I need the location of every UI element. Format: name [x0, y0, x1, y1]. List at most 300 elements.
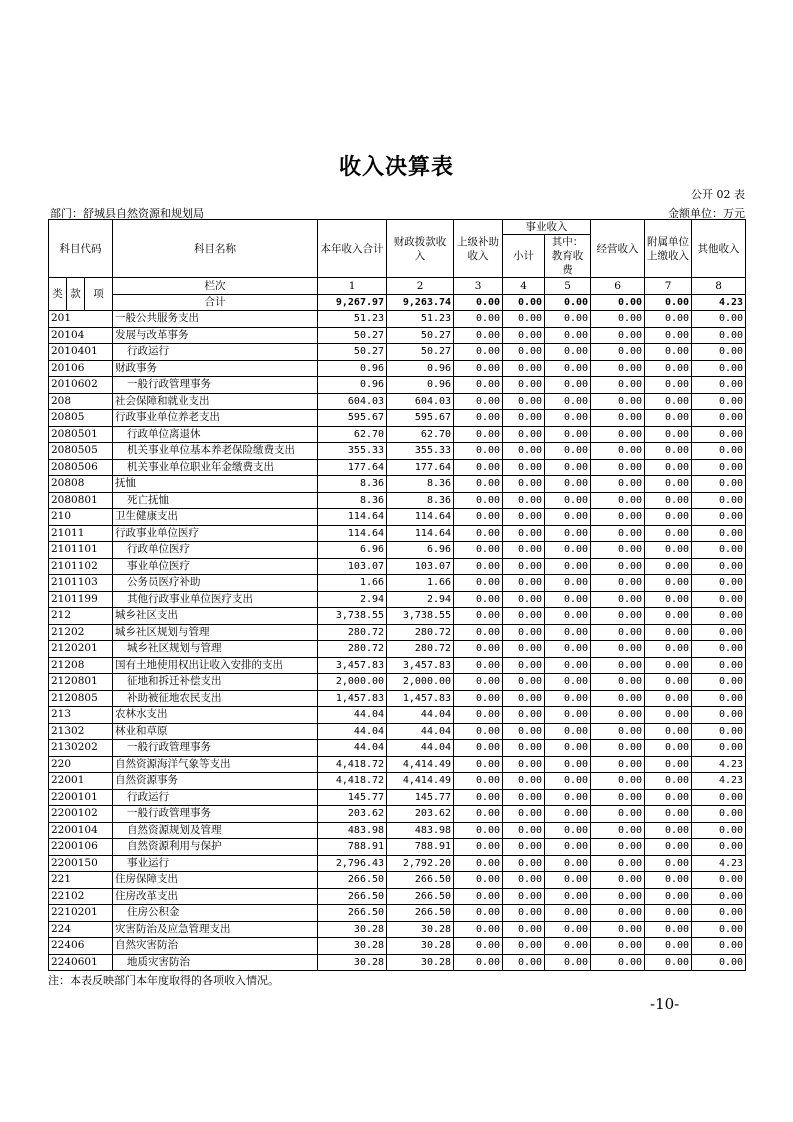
subject-code-cell: 2240601	[49, 954, 113, 971]
amount-cell: 0.00	[692, 690, 746, 707]
amount-cell: 0.00	[645, 525, 692, 542]
amount-cell: 44.04	[318, 707, 387, 724]
amount-cell: 0.00	[591, 608, 645, 625]
subject-name-cell: 社会保障和就业支出	[113, 393, 318, 410]
amount-cell: 0.00	[645, 327, 692, 344]
amount-cell: 8.36	[387, 476, 454, 493]
amount-cell: 0.00	[645, 492, 692, 509]
amount-cell: 0.00	[692, 657, 746, 674]
subject-name-cell: 财政事务	[113, 360, 318, 377]
table-row	[49, 558, 746, 575]
amount-cell: 0.00	[591, 674, 645, 691]
amount-cell: 0.00	[692, 525, 746, 542]
amount-cell: 103.07	[387, 558, 454, 575]
amount-cell: 145.77	[318, 789, 387, 806]
amount-cell: 0.00	[692, 377, 746, 394]
amount-cell: 0.00	[503, 954, 545, 971]
subject-name-cell: 国有土地使用权出让收入安排的支出	[113, 657, 318, 674]
amount-cell: 0.00	[692, 591, 746, 608]
amount-cell: 0.00	[645, 905, 692, 922]
amount-cell: 0.00	[591, 839, 645, 856]
amount-cell: 0.00	[545, 459, 591, 476]
amount-cell: 4,418.72	[318, 773, 387, 790]
amount-cell: 0.00	[545, 410, 591, 427]
amount-cell: 0.00	[692, 624, 746, 641]
amount-cell: 0.00	[645, 344, 692, 361]
amount-cell: 0.00	[645, 740, 692, 757]
amount-cell: 0.00	[591, 360, 645, 377]
amount-cell: 0.00	[545, 707, 591, 724]
amount-cell: 280.72	[387, 624, 454, 641]
amount-cell: 0.00	[503, 822, 545, 839]
amount-cell: 44.04	[387, 723, 454, 740]
table-row	[49, 905, 746, 922]
col-number: 1	[318, 278, 387, 295]
amount-cell: 0.00	[503, 740, 545, 757]
subject-code-cell: 21011	[49, 525, 113, 542]
amount-cell: 0.00	[545, 608, 591, 625]
amount-cell: 0.00	[454, 360, 503, 377]
amount-cell: 0.00	[503, 393, 545, 410]
amount-cell: 280.72	[318, 624, 387, 641]
amount-cell: 50.27	[318, 327, 387, 344]
amount-cell: 0.00	[645, 558, 692, 575]
amount-cell: 0.00	[645, 542, 692, 559]
amount-cell: 0.00	[545, 674, 591, 691]
amount-cell: 2.94	[318, 591, 387, 608]
amount-cell: 0.00	[591, 872, 645, 889]
amount-cell: 0.00	[692, 723, 746, 740]
amount-cell: 2,796.43	[318, 855, 387, 872]
amount-cell: 0.00	[692, 641, 746, 658]
total-value: 0.00	[545, 294, 591, 311]
subject-code-cell: 2080801	[49, 492, 113, 509]
amount-cell: 0.00	[591, 410, 645, 427]
amount-cell: 4.23	[692, 773, 746, 790]
subject-code-cell: 2120201	[49, 641, 113, 658]
amount-cell: 44.04	[387, 740, 454, 757]
amount-cell: 0.00	[591, 756, 645, 773]
amount-cell: 0.00	[645, 707, 692, 724]
amount-cell: 0.00	[454, 608, 503, 625]
amount-cell: 4,414.49	[387, 773, 454, 790]
table-row	[49, 690, 746, 707]
amount-cell: 0.00	[454, 459, 503, 476]
amount-cell: 0.00	[454, 921, 503, 938]
amount-cell: 483.98	[318, 822, 387, 839]
subject-name-cell: 公务员医疗补助	[113, 575, 318, 592]
amount-cell: 0.00	[591, 575, 645, 592]
amount-cell: 0.00	[503, 921, 545, 938]
amount-cell: 44.04	[387, 707, 454, 724]
subject-name-cell: 行政单位医疗	[113, 542, 318, 559]
amount-cell: 0.00	[645, 855, 692, 872]
amount-cell: 0.00	[645, 624, 692, 641]
amount-cell: 0.00	[645, 723, 692, 740]
subject-code-cell: 20805	[49, 410, 113, 427]
amount-cell: 0.00	[692, 542, 746, 559]
subject-name-cell: 自然资源规划及管理	[113, 822, 318, 839]
col-number: 6	[591, 278, 645, 295]
amount-cell: 0.00	[645, 591, 692, 608]
amount-cell: 0.00	[545, 360, 591, 377]
amount-cell: 0.00	[454, 311, 503, 328]
table-row	[49, 855, 746, 872]
total-value: 9,263.74	[387, 294, 454, 311]
amount-cell: 114.64	[387, 509, 454, 526]
amount-cell: 788.91	[318, 839, 387, 856]
amount-cell: 0.00	[454, 789, 503, 806]
subject-code-cell: 2101103	[49, 575, 113, 592]
subject-name-cell: 农林水支出	[113, 707, 318, 724]
table-row	[49, 525, 746, 542]
amount-cell: 0.00	[545, 344, 591, 361]
amount-cell: 0.00	[645, 888, 692, 905]
amount-cell: 0.00	[454, 872, 503, 889]
amount-cell: 0.00	[645, 773, 692, 790]
amount-cell: 355.33	[387, 443, 454, 460]
subject-code-cell: 220	[49, 756, 113, 773]
amount-cell: 0.00	[692, 872, 746, 889]
amount-cell: 0.00	[591, 426, 645, 443]
amount-cell: 0.00	[545, 624, 591, 641]
header-edu: 其中：教育收费	[545, 235, 591, 278]
subject-name-cell: 林业和草原	[113, 723, 318, 740]
amount-cell: 0.00	[545, 872, 591, 889]
amount-cell: 0.00	[454, 806, 503, 823]
amount-cell: 0.00	[503, 839, 545, 856]
income-table	[48, 219, 746, 971]
total-value: 0.00	[645, 294, 692, 311]
amount-cell: 0.00	[692, 311, 746, 328]
amount-cell: 0.00	[454, 443, 503, 460]
amount-cell: 0.00	[545, 542, 591, 559]
amount-cell: 0.00	[645, 426, 692, 443]
amount-cell: 0.00	[454, 377, 503, 394]
subject-code-cell: 2080501	[49, 426, 113, 443]
amount-cell: 280.72	[318, 641, 387, 658]
amount-cell: 0.00	[692, 806, 746, 823]
amount-cell: 266.50	[387, 905, 454, 922]
table-row	[49, 377, 746, 394]
subject-name-cell: 自然灾害防治	[113, 938, 318, 955]
amount-cell: 0.00	[545, 509, 591, 526]
amount-cell: 0.00	[545, 426, 591, 443]
amount-cell: 0.00	[503, 542, 545, 559]
subject-code-cell: 2101102	[49, 558, 113, 575]
col-number: 5	[545, 278, 591, 295]
amount-cell: 1,457.83	[318, 690, 387, 707]
amount-cell: 483.98	[387, 822, 454, 839]
subject-name-cell: 补助被征地农民支出	[113, 690, 318, 707]
subject-name-cell: 行政事业单位医疗	[113, 525, 318, 542]
table-row	[49, 839, 746, 856]
table-row	[49, 641, 746, 658]
subject-code-cell: 20808	[49, 476, 113, 493]
amount-cell: 0.00	[692, 674, 746, 691]
amount-cell: 0.00	[692, 509, 746, 526]
amount-cell: 0.00	[454, 542, 503, 559]
amount-cell: 0.00	[692, 789, 746, 806]
amount-cell: 266.50	[318, 905, 387, 922]
table-row	[49, 575, 746, 592]
subject-code-cell: 208	[49, 393, 113, 410]
amount-cell: 3,738.55	[387, 608, 454, 625]
amount-cell: 0.00	[591, 641, 645, 658]
table-row	[49, 311, 746, 328]
amount-cell: 0.00	[454, 773, 503, 790]
amount-cell: 0.00	[591, 740, 645, 757]
table-row	[49, 591, 746, 608]
amount-cell: 0.00	[645, 311, 692, 328]
amount-cell: 0.00	[454, 756, 503, 773]
amount-cell: 0.00	[545, 806, 591, 823]
amount-cell: 0.00	[645, 938, 692, 955]
subject-code-cell: 2200104	[49, 822, 113, 839]
amount-cell: 0.96	[387, 377, 454, 394]
total-label: 合计	[113, 294, 318, 311]
table-row	[49, 426, 746, 443]
table-row	[49, 872, 746, 889]
form-code: 公开 02 表	[691, 188, 745, 201]
amount-cell: 3,457.83	[387, 657, 454, 674]
subject-code-cell: 2120801	[49, 674, 113, 691]
amount-cell: 0.00	[591, 888, 645, 905]
amount-cell: 2,000.00	[318, 674, 387, 691]
total-value: 0.00	[503, 294, 545, 311]
amount-cell: 0.00	[591, 327, 645, 344]
header-subject-name: 科目名称	[113, 220, 318, 278]
amount-cell: 0.00	[454, 591, 503, 608]
amount-cell: 355.33	[318, 443, 387, 460]
subject-code-cell: 2200101	[49, 789, 113, 806]
subject-code-cell: 21302	[49, 723, 113, 740]
amount-cell: 0.00	[545, 888, 591, 905]
amount-cell: 0.00	[545, 773, 591, 790]
amount-cell: 0.00	[591, 624, 645, 641]
amount-cell: 1.66	[387, 575, 454, 592]
amount-cell: 0.00	[545, 657, 591, 674]
amount-cell: 0.00	[545, 921, 591, 938]
amount-cell: 0.00	[692, 905, 746, 922]
amount-cell: 0.00	[692, 459, 746, 476]
subject-name-cell: 抚恤	[113, 476, 318, 493]
amount-cell: 0.00	[503, 707, 545, 724]
header-fiscal: 财政拨款收入	[387, 220, 454, 278]
subject-name-cell: 住房公积金	[113, 905, 318, 922]
header-subject-code: 科目代码	[49, 220, 113, 278]
amount-cell: 0.00	[645, 575, 692, 592]
subject-code-cell: 212	[49, 608, 113, 625]
department-label: 部门：舒城县自然资源和规划局	[50, 207, 204, 220]
subject-name-cell: 一般行政管理事务	[113, 806, 318, 823]
subject-name-cell: 灾害防治及应急管理支出	[113, 921, 318, 938]
amount-cell: 0.00	[454, 492, 503, 509]
subject-name-cell: 事业运行	[113, 855, 318, 872]
amount-cell: 0.00	[645, 360, 692, 377]
subject-name-cell: 死亡抚恤	[113, 492, 318, 509]
amount-cell: 0.00	[645, 954, 692, 971]
amount-cell: 0.00	[545, 641, 591, 658]
amount-cell: 0.00	[503, 443, 545, 460]
subject-name-cell: 地质灾害防治	[113, 954, 318, 971]
subject-code-cell: 22406	[49, 938, 113, 955]
amount-cell: 0.00	[645, 674, 692, 691]
amount-cell: 0.00	[591, 459, 645, 476]
subject-code-cell: 2101101	[49, 542, 113, 559]
header-kuan: 款	[67, 278, 85, 311]
table-note: 注：本表反映部门本年度取得的各项收入情况。	[48, 974, 279, 987]
amount-cell: 0.00	[503, 690, 545, 707]
amount-cell: 0.00	[645, 443, 692, 460]
amount-cell: 0.00	[503, 492, 545, 509]
subject-name-cell: 城乡社区支出	[113, 608, 318, 625]
amount-cell: 0.00	[503, 756, 545, 773]
subject-code-cell: 2101199	[49, 591, 113, 608]
header-lanci: 栏次	[113, 278, 318, 295]
amount-cell: 0.00	[545, 839, 591, 856]
header-operating: 经营收入	[591, 220, 645, 278]
amount-cell: 0.00	[503, 344, 545, 361]
table-row	[49, 344, 746, 361]
subject-name-cell: 机关事业单位职业年金缴费支出	[113, 459, 318, 476]
unit-label: 金额单位：万元	[668, 207, 745, 220]
amount-cell: 0.00	[692, 839, 746, 856]
amount-cell: 0.00	[503, 360, 545, 377]
amount-cell: 0.00	[692, 443, 746, 460]
amount-cell: 62.70	[387, 426, 454, 443]
amount-cell: 0.00	[692, 921, 746, 938]
table-row	[49, 888, 746, 905]
amount-cell: 0.00	[591, 938, 645, 955]
amount-cell: 0.00	[503, 509, 545, 526]
amount-cell: 0.00	[545, 591, 591, 608]
total-value: 4.23	[692, 294, 746, 311]
amount-cell: 0.00	[645, 690, 692, 707]
subject-name-cell: 城乡社区规划与管理	[113, 641, 318, 658]
amount-cell: 0.00	[692, 327, 746, 344]
subject-code-cell: 2080506	[49, 459, 113, 476]
amount-cell: 30.28	[387, 954, 454, 971]
table-row	[49, 954, 746, 971]
amount-cell: 3,738.55	[318, 608, 387, 625]
subject-code-cell: 2010401	[49, 344, 113, 361]
subject-name-cell: 行政事业单位养老支出	[113, 410, 318, 427]
amount-cell: 0.00	[545, 789, 591, 806]
amount-cell: 6.96	[387, 542, 454, 559]
amount-cell: 0.00	[503, 608, 545, 625]
amount-cell: 0.00	[692, 558, 746, 575]
amount-cell: 0.00	[692, 740, 746, 757]
header-lei: 类	[49, 278, 67, 311]
amount-cell: 0.00	[591, 443, 645, 460]
amount-cell: 0.00	[692, 410, 746, 427]
amount-cell: 0.00	[591, 905, 645, 922]
amount-cell: 0.00	[503, 575, 545, 592]
table-row	[49, 443, 746, 460]
subject-code-cell: 21202	[49, 624, 113, 641]
header-total: 本年收入合计	[318, 220, 387, 278]
table-row	[49, 756, 746, 773]
subject-name-cell: 一般行政管理事务	[113, 377, 318, 394]
subject-name-cell: 机关事业单位基本养老保险缴费支出	[113, 443, 318, 460]
amount-cell: 0.00	[591, 542, 645, 559]
subject-code-cell: 221	[49, 872, 113, 889]
amount-cell: 0.00	[503, 476, 545, 493]
amount-cell: 0.00	[645, 657, 692, 674]
amount-cell: 0.00	[503, 888, 545, 905]
amount-cell: 0.00	[454, 575, 503, 592]
amount-cell: 0.00	[645, 393, 692, 410]
amount-cell: 51.23	[387, 311, 454, 328]
subject-name-cell: 事业单位医疗	[113, 558, 318, 575]
table-body	[49, 311, 746, 971]
amount-cell: 0.00	[454, 707, 503, 724]
amount-cell: 30.28	[318, 938, 387, 955]
table-row	[49, 822, 746, 839]
amount-cell: 595.67	[318, 410, 387, 427]
subject-name-cell: 行政运行	[113, 344, 318, 361]
amount-cell: 0.00	[503, 789, 545, 806]
amount-cell: 0.00	[591, 954, 645, 971]
subject-code-cell: 2200106	[49, 839, 113, 856]
amount-cell: 0.00	[454, 905, 503, 922]
amount-cell: 103.07	[318, 558, 387, 575]
amount-cell: 177.64	[318, 459, 387, 476]
amount-cell: 50.27	[318, 344, 387, 361]
amount-cell: 0.00	[454, 690, 503, 707]
subject-code-cell: 20104	[49, 327, 113, 344]
table-row	[49, 476, 746, 493]
subject-code-cell: 2200150	[49, 855, 113, 872]
subject-name-cell: 行政运行	[113, 789, 318, 806]
amount-cell: 0.00	[591, 558, 645, 575]
amount-cell: 0.00	[454, 426, 503, 443]
amount-cell: 0.00	[503, 426, 545, 443]
amount-cell: 0.00	[454, 938, 503, 955]
amount-cell: 30.28	[387, 938, 454, 955]
amount-cell: 0.00	[692, 492, 746, 509]
amount-cell: 0.00	[645, 921, 692, 938]
amount-cell: 266.50	[318, 888, 387, 905]
amount-cell: 0.00	[545, 476, 591, 493]
header-other: 其他收入	[692, 220, 746, 278]
amount-cell: 0.00	[591, 723, 645, 740]
amount-cell: 0.00	[454, 657, 503, 674]
amount-cell: 0.00	[503, 723, 545, 740]
amount-cell: 0.00	[454, 839, 503, 856]
amount-cell: 0.00	[591, 492, 645, 509]
amount-cell: 604.03	[387, 393, 454, 410]
amount-cell: 0.00	[645, 822, 692, 839]
amount-cell: 50.27	[387, 327, 454, 344]
amount-cell: 0.00	[692, 575, 746, 592]
table-row	[49, 327, 746, 344]
amount-cell: 0.00	[503, 624, 545, 641]
amount-cell: 1.66	[318, 575, 387, 592]
amount-cell: 2.94	[387, 591, 454, 608]
amount-cell: 0.00	[692, 954, 746, 971]
subject-code-cell: 210	[49, 509, 113, 526]
amount-cell: 0.00	[645, 377, 692, 394]
amount-cell: 0.00	[454, 723, 503, 740]
table-row	[49, 773, 746, 790]
amount-cell: 0.00	[545, 938, 591, 955]
subject-code-cell: 22001	[49, 773, 113, 790]
amount-cell: 0.96	[318, 360, 387, 377]
amount-cell: 30.28	[318, 954, 387, 971]
subject-name-cell: 住房保障支出	[113, 872, 318, 889]
